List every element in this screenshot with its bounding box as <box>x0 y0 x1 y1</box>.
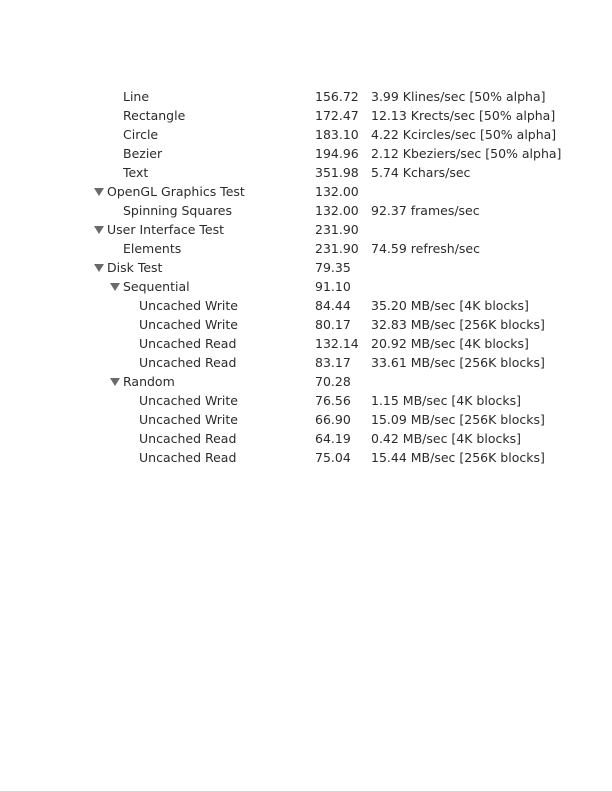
test-score: 84.44 <box>315 298 351 313</box>
test-name: Uncached Write <box>139 298 238 313</box>
subgroup-name: Random <box>123 374 175 389</box>
test-detail: 20.92 MB/sec [4K blocks] <box>371 336 529 351</box>
result-row <box>94 201 540 220</box>
test-score: 83.17 <box>315 355 351 370</box>
test-score: 66.90 <box>315 412 351 427</box>
result-row <box>94 239 540 258</box>
test-name: Elements <box>123 241 182 256</box>
result-row <box>94 448 545 467</box>
test-name: Bezier <box>123 146 163 161</box>
test-detail: 74.59 refresh/sec <box>371 241 480 256</box>
disclosure-triangle-icon[interactable] <box>110 283 120 291</box>
group-name: User Interface Test <box>107 222 225 237</box>
result-row <box>94 125 557 144</box>
subgroup-score: 91.10 <box>315 279 351 294</box>
test-name: Uncached Read <box>139 450 237 465</box>
result-row <box>94 144 562 163</box>
disclosure-triangle-icon[interactable] <box>94 226 104 234</box>
test-score: 183.10 <box>315 127 359 142</box>
test-score: 75.04 <box>315 450 351 465</box>
test-detail: 4.22 Kcircles/sec [50% alpha] <box>371 127 557 142</box>
result-row <box>94 429 540 448</box>
disclosure-triangle-icon[interactable] <box>94 264 104 272</box>
test-score: 194.96 <box>315 146 359 161</box>
disclosure-triangle-icon[interactable] <box>94 188 104 196</box>
test-score: 76.56 <box>315 393 351 408</box>
group-score: 132.00 <box>315 184 359 199</box>
test-name: Text <box>123 165 149 180</box>
group-name: Disk Test <box>107 260 163 275</box>
result-row <box>94 410 545 429</box>
test-detail: 1.15 MB/sec [4K blocks] <box>371 393 521 408</box>
benchmark-results-table <box>94 87 562 467</box>
group-score: 79.35 <box>315 260 351 275</box>
test-detail: 35.20 MB/sec [4K blocks] <box>371 298 529 313</box>
disclosure-triangle-icon[interactable] <box>110 378 120 386</box>
test-subgroup-row[interactable] <box>94 277 540 296</box>
test-score: 156.72 <box>315 89 359 104</box>
test-subgroup-row[interactable] <box>94 372 540 391</box>
test-name: Uncached Write <box>139 412 238 427</box>
subgroup-score: 70.28 <box>315 374 351 389</box>
test-name: Spinning Squares <box>123 203 233 218</box>
subgroup-name: Sequential <box>123 279 190 294</box>
test-score: 132.00 <box>315 203 359 218</box>
test-detail: 2.12 Kbeziers/sec [50% alpha] <box>371 146 562 161</box>
result-row <box>94 163 540 182</box>
test-detail: 3.99 Klines/sec [50% alpha] <box>371 89 546 104</box>
test-detail: 12.13 Krects/sec [50% alpha] <box>371 108 556 123</box>
test-name: Uncached Write <box>139 317 238 332</box>
result-row <box>94 334 540 353</box>
test-name: Circle <box>123 127 159 142</box>
test-name: Line <box>123 89 150 104</box>
result-row <box>94 353 545 372</box>
group-score: 231.90 <box>315 222 359 237</box>
test-name: Uncached Write <box>139 393 238 408</box>
test-detail: 0.42 MB/sec [4K blocks] <box>371 431 521 446</box>
group-name: OpenGL Graphics Test <box>107 184 245 199</box>
test-name: Uncached Read <box>139 431 237 446</box>
test-name: Uncached Read <box>139 336 237 351</box>
test-detail: 92.37 frames/sec <box>371 203 480 218</box>
test-detail: 33.61 MB/sec [256K blocks] <box>371 355 545 370</box>
test-detail: 5.74 Kchars/sec <box>371 165 471 180</box>
result-row <box>94 87 546 106</box>
test-name: Uncached Read <box>139 355 237 370</box>
result-row <box>94 296 540 315</box>
test-group-row[interactable] <box>94 220 540 239</box>
result-row <box>94 106 556 125</box>
test-name: Rectangle <box>123 108 186 123</box>
test-detail: 15.09 MB/sec [256K blocks] <box>371 412 545 427</box>
test-detail: 32.83 MB/sec [256K blocks] <box>371 317 545 332</box>
test-score: 231.90 <box>315 241 359 256</box>
result-row <box>94 315 545 334</box>
result-row <box>94 391 540 410</box>
test-score: 80.17 <box>315 317 351 332</box>
test-score: 351.98 <box>315 165 359 180</box>
test-group-row[interactable] <box>94 182 540 201</box>
test-score: 132.14 <box>315 336 359 351</box>
test-detail: 15.44 MB/sec [256K blocks] <box>371 450 545 465</box>
test-group-row[interactable] <box>94 258 540 277</box>
test-score: 172.47 <box>315 108 359 123</box>
test-score: 64.19 <box>315 431 351 446</box>
